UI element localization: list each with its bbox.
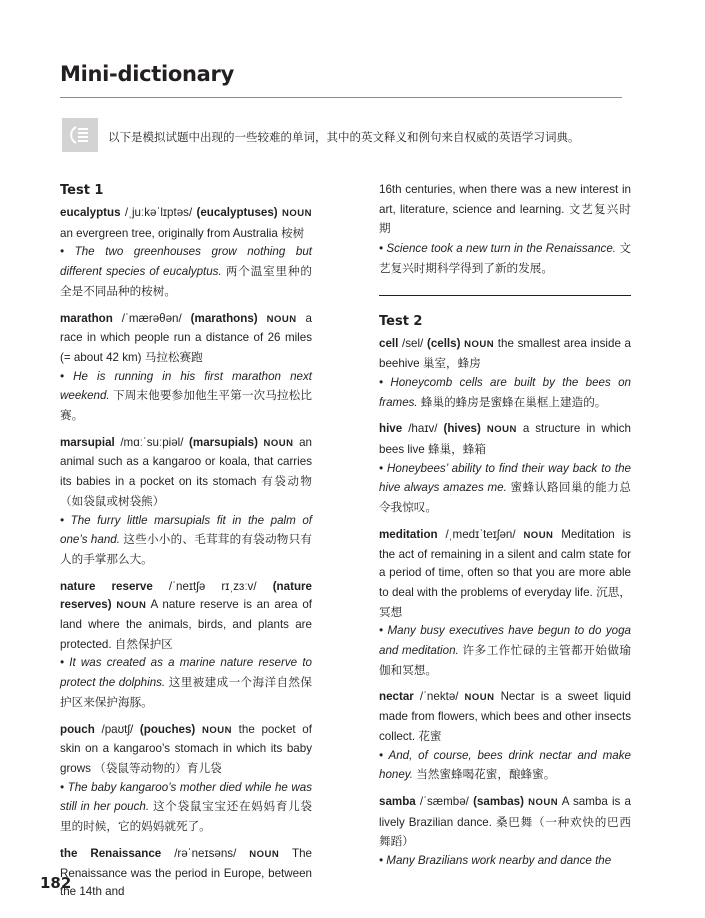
definition-zh: 马拉松赛跑 — [144, 349, 203, 364]
definition: a race in which people run a distance of 26 miles (= about 42 km) — [60, 311, 312, 364]
example-zh: 许多工作忙碌的主管都开始做瑜伽和冥想。 — [379, 643, 631, 677]
entry-marsupial — [60, 434, 312, 570]
pronunciation: /sel/ — [402, 336, 424, 350]
definition-zh: 自然保护区 — [114, 636, 173, 651]
example-zh: 这些小小的、毛茸茸的有袋动物只有人的手掌那么大。 — [60, 532, 312, 566]
plural-form: (eucalyptuses) — [196, 206, 278, 219]
entry-samba — [379, 793, 631, 871]
definition-zh: 蜂巢，蜂箱 — [428, 442, 486, 457]
example-zh: 这个袋鼠宝宝还在妈妈育儿袋里的时候，它的妈妈就死了。 — [60, 799, 312, 834]
section-heading-test1: Test 1 — [60, 183, 104, 198]
example-zh: 蜜蜂认路回巢的能力总令我惊叹。 — [379, 480, 631, 515]
pronunciation: /ˈneɪtʃə rɪˌzɜːv/ — [168, 579, 257, 593]
entry-nectar — [379, 688, 631, 785]
part-of-speech: NOUN — [523, 529, 554, 541]
example-zh: 两个温室里种的全是不同品种的桉树。 — [60, 264, 312, 298]
definition-zh: 桑巴舞（一种欢快的巴西舞蹈） — [379, 814, 631, 849]
definition-zh: 沉思，冥想 — [379, 584, 631, 619]
definition-zh: （袋鼠等动物的）育儿袋 — [94, 760, 222, 775]
intro-text: 以下是模拟试题中出现的一些较难的单词，其中的英文释义和例句来自权威的英语学习词典。 — [108, 130, 580, 144]
entry-cell — [379, 335, 631, 413]
definition-continued: 16th centuries, when there was a new interest in art, literature, science and learning. — [379, 183, 631, 216]
entry-renaissance-start — [60, 845, 312, 902]
example-sentence: • And, of course, bees drink nectar and make honey. — [379, 748, 631, 782]
entry-marathon — [60, 310, 312, 426]
entry-meditation — [379, 526, 631, 681]
example-zh: 下周末他要参加他生平第一次马拉松比赛。 — [60, 388, 312, 423]
pronunciation: /rəˈneɪsəns/ — [174, 846, 237, 860]
part-of-speech: NOUN — [116, 600, 147, 612]
plural-form: (marsupials) — [189, 435, 258, 449]
title-divider — [60, 97, 622, 98]
left-column — [60, 181, 312, 910]
example-sentence: • Honeybees’ ability to find their way back to the hive always amazes me. — [379, 461, 631, 495]
page-number: 182 — [40, 874, 72, 892]
pronunciation: /ˈmærəθən/ — [121, 311, 182, 325]
pronunciation: /ˌmedɪˈteɪʃən/ — [445, 527, 516, 541]
section-heading-test2: Test 2 — [379, 313, 423, 329]
definition: an animal such as a kangaroo or koala, that carries its babies in a pocket on its stomach — [60, 435, 312, 489]
pronunciation: /ˌjuːkəˈlɪptəs/ — [124, 206, 193, 219]
definition: Meditation is the act of remaining in a silent and calm state for a period of time, often so that you are more able to deal with the problems of everyday life. — [379, 527, 631, 599]
definition-zh: 巢室，蜂房 — [422, 356, 481, 371]
entry-renaissance-continued — [379, 181, 631, 279]
example-sentence: • Many Brazilians work nearby and dance the — [379, 854, 612, 868]
headword: marathon — [60, 311, 113, 325]
headword: eucalyptus — [60, 206, 121, 219]
example-zh: 这里被建成一个海洋自然保护区来保护海豚。 — [60, 675, 312, 709]
definition: an evergreen tree, originally from Australia — [60, 226, 278, 240]
example-sentence: • He is running in his first marathon next weekend. — [60, 369, 312, 403]
headword: nature reserve — [60, 579, 153, 593]
definition: the pocket of skin on a kangaroo’s stomach in which its baby grows — [60, 722, 312, 775]
example-zh: 当然蜜蜂喝花蜜，酿蜂蜜。 — [416, 767, 556, 782]
plural-form: (sambas) — [473, 794, 524, 808]
part-of-speech: NOUN — [201, 724, 232, 736]
right-column — [379, 181, 631, 879]
plural-form: (cells) — [426, 336, 461, 350]
definition-zh: 桉树 — [281, 225, 305, 240]
page-title: Mini-dictionary — [60, 62, 234, 86]
headword: nectar — [379, 690, 414, 704]
pronunciation: /mɑːˈsuːpiəl/ — [120, 435, 184, 449]
pronunciation: /ˈsæmbə/ — [419, 794, 469, 808]
definition: the smallest area inside a beehive — [379, 336, 632, 371]
part-of-speech: NOUN — [263, 437, 294, 449]
entry-eucalyptus — [60, 204, 312, 302]
part-of-speech: NOUN — [528, 796, 559, 808]
pronunciation: /haɪv/ — [408, 422, 438, 436]
plural-form: (hives) — [443, 422, 481, 436]
part-of-speech: NOUN — [464, 692, 495, 704]
pronunciation: /paʊtʃ/ — [101, 722, 134, 736]
headword: meditation — [379, 527, 438, 541]
part-of-speech: NOUN — [486, 424, 517, 436]
part-of-speech: NOUN — [464, 338, 495, 350]
plural-form: (marathons) — [190, 311, 258, 325]
pronunciation: /ˈnektə/ — [419, 690, 459, 704]
definition: A samba is a lively Brazilian dance. — [379, 794, 631, 829]
definition: A nature reserve is an area of land where the animals, birds, and plants are protected. — [60, 598, 312, 651]
plural-form: (pouches) — [139, 722, 196, 736]
part-of-speech: NOUN — [266, 313, 297, 325]
part-of-speech: NOUN — [249, 848, 280, 860]
example-sentence: • Honeycomb cells are built by the bees on frames. — [379, 375, 631, 409]
definition-zh: 有袋动物（如袋鼠或树袋熊） — [60, 474, 312, 508]
entry-nature-reserve — [60, 578, 312, 713]
section-divider — [379, 295, 631, 296]
definition-zh: 文艺复兴时期 — [379, 201, 631, 236]
headword: cell — [379, 336, 399, 350]
definition: a structure in which bees live — [379, 422, 631, 457]
example-sentence: • Science took a new turn in the Renaissance. — [379, 242, 617, 256]
example-sentence: • The two greenhouses grow nothing but different species of eucalyptus. — [60, 245, 312, 279]
headword: pouch — [60, 722, 95, 736]
list-icon — [62, 118, 98, 152]
example-sentence: • It was created as a marine nature reserve to protect the dolphins. — [60, 656, 312, 690]
headword: marsupial — [60, 435, 115, 449]
definition: Nectar is a sweet liquid made from flowers, which bees and other insects collect. — [379, 690, 631, 743]
example-sentence: • Many busy executives have begun to do yoga and meditation. — [379, 624, 631, 658]
example-zh: 文艺复兴时期科学得到了新的发展。 — [379, 241, 631, 275]
plural-form: (nature reserves) — [60, 579, 312, 612]
headword: the Renaissance — [60, 846, 162, 860]
example-sentence: • The baby kangaroo’s mother died while he was still in her pouch. — [60, 780, 312, 814]
entry-pouch — [60, 721, 312, 837]
headword: hive — [379, 422, 403, 436]
example-zh: 蜂巢的蜂房是蜜蜂在巢框上建造的。 — [420, 394, 607, 409]
definition-zh: 花蜜 — [418, 728, 442, 743]
example-sentence: • The furry little marsupials fit in the palm of one’s hand. — [60, 513, 312, 547]
headword: samba — [379, 794, 416, 808]
entry-hive — [379, 420, 631, 518]
definition: The Renaissance was the period in Europe, between the 14th and — [60, 846, 312, 899]
part-of-speech: NOUN — [281, 208, 312, 219]
